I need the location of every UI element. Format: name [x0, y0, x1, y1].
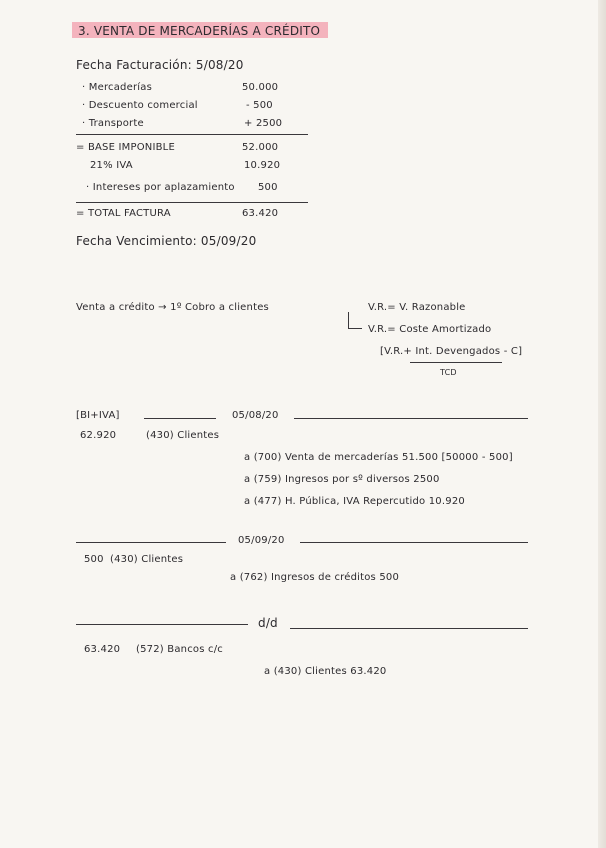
taxable-base-label: = BASE IMPONIBLE — [76, 142, 175, 153]
entry-2-debit-amount: 500 — [84, 554, 104, 565]
entry-1-credit: a (759) Ingresos por sº diversos 2500 — [244, 474, 440, 485]
formula-underline — [410, 362, 502, 363]
entry-3-date: d/d — [258, 616, 278, 630]
entry-1-date: 05/08/20 — [232, 410, 279, 421]
entry-1-debit-account: (430) Clientes — [146, 430, 220, 441]
page-edge-shadow — [598, 0, 606, 848]
entry-3-credit: a (430) Clientes 63.420 — [264, 666, 387, 677]
heading: 3. VENTA DE MERCADERÍAS A CRÉDITO — [78, 24, 321, 38]
entry-rule — [290, 628, 528, 629]
formula-subscript: TCD — [440, 368, 457, 377]
entry-1-debit-amount: 62.920 — [80, 430, 117, 441]
credit-sale-branch: V.R.= Coste Amortizado — [368, 324, 492, 335]
invoice-line-amount: + 2500 — [244, 118, 283, 129]
vat-amount: 10.920 — [244, 160, 281, 171]
invoice-line-label: · Mercaderías — [82, 82, 152, 93]
total-amount: 63.420 — [242, 208, 279, 219]
taxable-base-amount: 52.000 — [242, 142, 279, 153]
entry-1-head: [BI+IVA] — [76, 410, 120, 421]
entry-rule — [294, 418, 528, 419]
entry-rule — [76, 624, 248, 625]
entry-2-date: 05/09/20 — [238, 535, 285, 546]
entry-rule — [144, 418, 216, 419]
entry-1-credit: a (700) Venta de mercaderías 51.500 [50000 - 500] — [244, 452, 513, 463]
invoice-line-amount: 50.000 — [242, 82, 279, 93]
amortized-cost-formula: [V.R.+ Int. Devengados - C] — [380, 346, 523, 357]
credit-sale-branch: V.R.= V. Razonable — [368, 302, 466, 313]
entry-rule — [76, 542, 226, 543]
invoice-line-label: · Descuento comercial — [82, 100, 198, 111]
due-date: Fecha Vencimiento: 05/09/20 — [76, 234, 257, 248]
branch-connector — [348, 312, 349, 328]
total-label: = TOTAL FACTURA — [76, 208, 171, 219]
entry-3-debit-account: (572) Bancos c/c — [136, 644, 223, 655]
total-rule — [76, 202, 308, 203]
branch-connector — [348, 328, 362, 329]
invoice-line-label: · Transporte — [82, 118, 144, 129]
vat-label: 21% IVA — [90, 160, 133, 171]
entry-3-debit-amount: 63.420 — [84, 644, 121, 655]
interest-label: · Intereses por aplazamiento — [86, 182, 235, 193]
subtotal-rule — [76, 134, 308, 135]
entry-1-credit: a (477) H. Pública, IVA Repercutido 10.920 — [244, 496, 465, 507]
entry-rule — [300, 542, 528, 543]
invoice-line-amount: - 500 — [246, 100, 273, 111]
invoice-date: Fecha Facturación: 5/08/20 — [76, 58, 244, 72]
interest-amount: 500 — [258, 182, 278, 193]
credit-sale-note: Venta a crédito → 1º Cobro a clientes — [76, 302, 269, 313]
entry-2-credit: a (762) Ingresos de créditos 500 — [230, 572, 400, 583]
entry-2-debit-account: (430) Clientes — [110, 554, 184, 565]
